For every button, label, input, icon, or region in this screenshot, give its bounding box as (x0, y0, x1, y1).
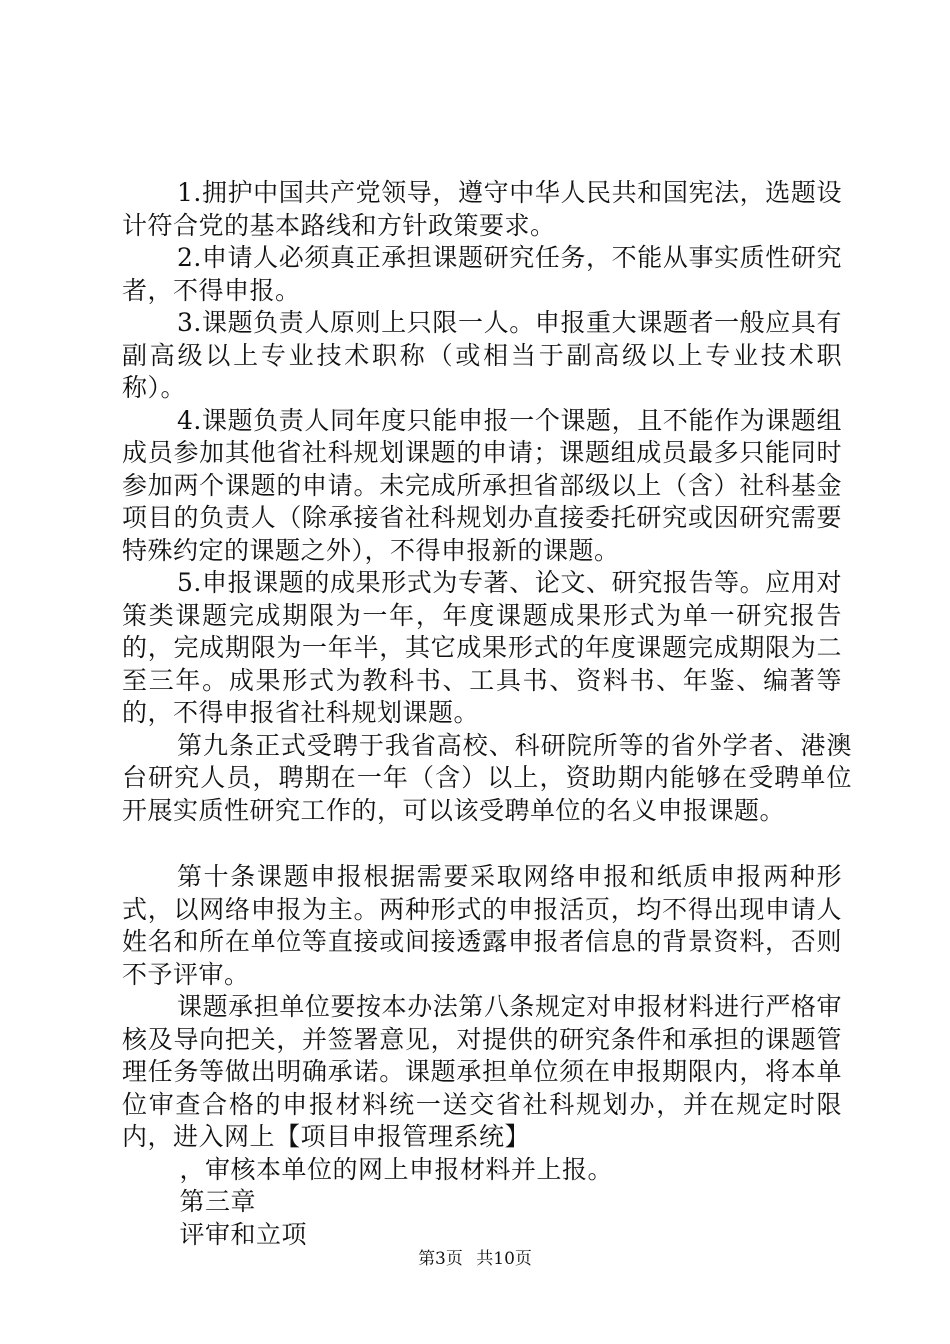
paragraph-article-10: 第十条课题申报根据需要采取网络申报和纸质申报两种形式，以网络申报为主。两种形式的申报活页，均不得出现申请人姓名和所在单位等直接或间接透露申报者信息的背景资料，否则不予评审。 (122, 862, 842, 989)
paragraph-item-1: 1.拥护中国共产党领导，遵守中华人民共和国宪法，选题设计符合党的基本路线和方针政策要求。 (122, 178, 842, 240)
paragraph-item-2: 2.申请人必须真正承担课题研究任务，不能从事实质性研究者，不得申报。 (122, 243, 842, 305)
page-footer (0, 1244, 950, 1269)
paragraph-unit-review-continued: ，审核本单位的网上申报材料并上报。 (179, 1154, 614, 1184)
document-body (122, 177, 852, 1251)
paragraph-item-4: 4.课题负责人同年度只能申报一个课题，且不能作为课题组成员参加其他省社科规划课题的申请；课题组成员最多只能同时参加两个课题的申请。未完成所承担省部级以上（含）社科基金项目的负责人（除承接省社科规划办直接委托研究或因研究需要特殊约定的课题之外），不得申报新的课题。 (122, 405, 842, 565)
page-number: 第3页 (418, 1249, 463, 1269)
paragraph-article-9: 第九条正式受聘于我省高校、科研院所等的省外学者、港澳台研究人员，聘期在一年（含）以上，资助期内能够在受聘单位开展实质性研究工作的，可以该受聘单位的名义申报课题。 (122, 730, 852, 825)
paragraph-item-3: 3.课题负责人原则上只限一人。申报重大课题者一般应具有副高级以上专业技术职称（或相当于副高级以上专业技术职称）。 (122, 308, 842, 402)
chapter-title: 评审和立项 (179, 1219, 308, 1249)
chapter-heading: 第三章 (179, 1187, 257, 1216)
paragraph-unit-review: 课题承担单位要按本办法第八条规定对申报材料进行严格审核及导向把关，并签署意见，对提供的研究条件和承担的课题管理任务等做出明确承诺。课题承担单位须在申报期限内，将本单位审查合格的申报材料统一送交省社科规划办，并在规定时限内，进入网上【项目申报管理系统】 (122, 992, 842, 1151)
page-total: 共10页 (476, 1249, 532, 1269)
paragraph-item-5: 5.申报课题的成果形式为专著、论文、研究报告等。应用对策类课题完成期限为一年，年度课题成果形式为单一研究报告的，完成期限为一年半，其它成果形式的年度课题完成期限为二至三年。成果形式为教科书、工具书、资料书、年鉴、编著等的，不得申报省社科规划课题。 (122, 568, 842, 727)
